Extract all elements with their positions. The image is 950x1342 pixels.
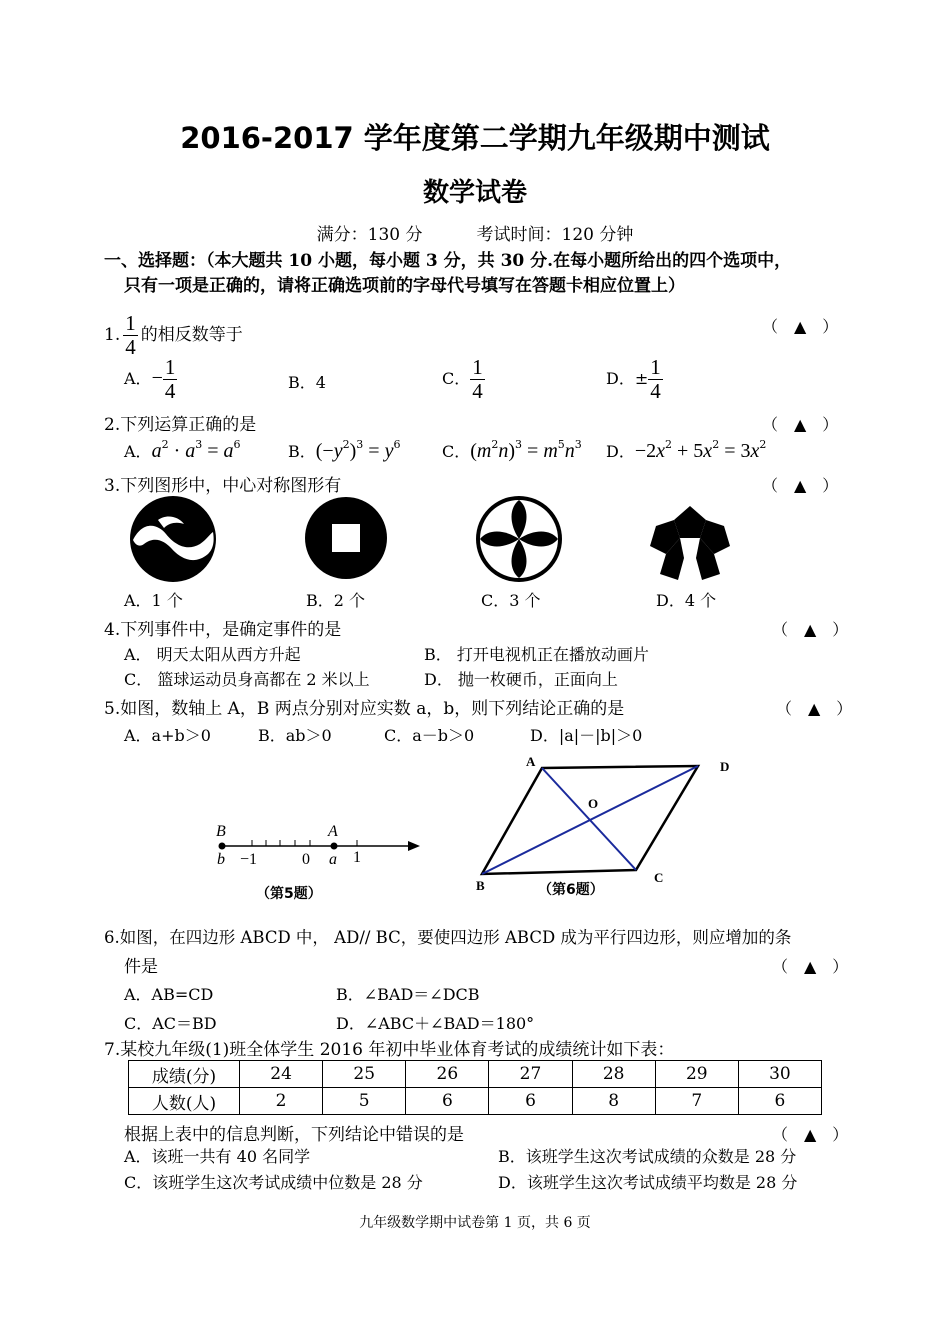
answer-mark-1: （ ▲ ） [762,317,839,336]
question-6: 6.如图，在四边形 ABCD 中， AD// BC，要使四边形 ABCD 成为平行四边形，则应增加的条 [104,928,792,947]
table-row [129,1061,822,1088]
page-footer: 九年级数学期中试卷第 1 页，共 6 页 [359,1215,591,1231]
q3-option-c: C．3 个 [481,591,541,610]
question-4: 4.下列事件中，是确定事件的是 [104,620,342,640]
q6-option-c: C．AC＝BD [124,1014,217,1033]
table-cell: 7 [655,1088,738,1115]
coin-square-hole-icon [303,495,389,581]
question-2: 2.下列运算正确的是 [104,415,257,435]
q4-option-d: D． 抛一枚硬币，正面向上 [424,670,618,689]
answer-mark-5: （ ▲ ） [776,699,853,718]
section-heading: 一、选择题：（本大题共 10 小题，每小题 3 分，共 30 分.在每小题所给出的四个选项中， [104,251,792,271]
table-cell: 6 [738,1088,821,1115]
q5-option-c: C．a－b＞0 [384,726,475,745]
table-cell: 2 [240,1088,323,1115]
q2-option-b: B．$(-y^2)^3 = y^6$ [288,438,401,462]
q5-option-d: D．|a|－|b|＞0 [530,726,643,745]
tick-minus-one: −1 [240,851,258,868]
point-B-label: B [216,823,226,840]
q4-option-b: B． 打开电视机正在播放动画片 [424,645,649,664]
pentagon-star-icon [648,504,732,584]
q1-option-c: C． $\frac{1}{4}$ [442,355,483,403]
answer-mark-6: （ ▲ ） [772,957,849,976]
table-cell: 5 [323,1088,406,1115]
center-O-label: O [588,796,599,811]
answer-mark-3: （ ▲ ） [762,476,839,495]
answer-mark-2: （ ▲ ） [762,415,839,434]
table-cell: 24 [240,1061,323,1088]
wave-symbol-icon [128,494,218,584]
figure-5-number-line [200,816,430,906]
q7-option-d: D．该班学生这次考试成绩平均数是 28 分 [498,1173,798,1192]
q4-option-a: A． 明天太阳从西方升起 [124,645,301,664]
question-5: 5.如图，数轴上 A，B 两点分别对应实数 a，b，则下列结论正确的是 [104,699,625,719]
q2-option-d: D．$-2x^2 + 5x^2 = 3x^2$ [606,438,767,462]
table-cell: 28 [572,1061,655,1088]
q7-option-a: A．该班一共有 40 名同学 [124,1147,311,1166]
q1-option-d: D．± $\frac{1}{4}$ [606,355,661,403]
vertex-D-label: D [720,759,730,774]
vertex-C-label: C [654,870,664,885]
q3-option-d: D．4 个 [656,591,717,610]
table-cell: 30 [738,1061,821,1088]
q7-option-b: B．该班学生这次考试成绩的众数是 28 分 [498,1147,797,1166]
q4-option-c: C． 篮球运动员身高都在 2 米以上 [124,670,370,689]
point-a-label: a [329,851,337,868]
q1-option-b: B．4 [288,373,326,392]
table-cell: 26 [406,1061,489,1088]
vertex-A-label: A [526,754,536,769]
table-cell: 8 [572,1088,655,1115]
tick-one: 1 [353,849,361,866]
question-3: 3.下列图形中，中心对称图形有 [104,476,342,496]
page-title: 2016-2017 学年度第二学期九年级期中测试 [180,121,770,155]
point-A-label: A [328,823,338,840]
q5-option-b: B．ab＞0 [258,726,332,745]
question-6-line2: 件是 [124,957,158,977]
exam-info: 满分：130 分 考试时间：120 分钟 [316,225,634,245]
table-cell: 27 [489,1061,572,1088]
question-7-judge: 根据上表中的信息判断，下列结论中错误的是 [124,1125,464,1145]
answer-mark-7: （ ▲ ） [772,1125,849,1144]
q6-option-b: B．∠BAD＝∠DCB [336,985,480,1004]
table-cell: 6 [406,1088,489,1115]
figure-5-caption: （第5题） [256,886,322,902]
question-1: 1. $\frac{1}{4}$ 的相反数等于 [104,311,243,359]
q5-option-a: A．a+b＞0 [124,726,211,745]
q3-option-a: A．1 个 [124,591,183,610]
q2-option-a: A．$a^2 \cdot a^3 = a^6$ [124,438,241,462]
question-7: 7.某校九年级(1)班全体学生 2016 年初中毕业体育考试的成绩统计如下表： [104,1040,675,1060]
q1-option-a: A．− $\frac{1}{4}$ [124,355,176,403]
table-row [129,1088,822,1115]
table-cell: 6 [489,1088,572,1115]
answer-mark-4: （ ▲ ） [772,620,849,639]
table-cell: 成绩(分) [129,1061,240,1088]
tick-zero: 0 [302,851,310,868]
q6-option-d: D．∠ABC＋∠BAD＝180° [336,1014,535,1033]
q7-option-c: C．该班学生这次考试成绩中位数是 28 分 [124,1173,423,1192]
page-subtitle: 数学试卷 [422,178,527,208]
score-table [128,1060,822,1115]
table-cell: 25 [323,1061,406,1088]
q2-option-c: C．$(m^2n)^3 = m^5n^3$ [442,438,582,462]
section-heading-line2: 只有一项是正确的，请将正确选项前的字母代号填写在答题卡相应位置上） [124,276,685,296]
table-cell: 人数(人) [129,1088,240,1115]
figure-6-caption: （第6题） [538,882,604,898]
figure-6-quadrilateral [470,752,750,907]
q6-option-a: A．AB=CD [124,985,214,1004]
q3-option-b: B．2 个 [306,591,366,610]
four-petal-circle-icon [474,494,564,584]
vertex-B-label: B [476,878,485,893]
table-cell: 29 [655,1061,738,1088]
point-b-label: b [217,851,225,868]
